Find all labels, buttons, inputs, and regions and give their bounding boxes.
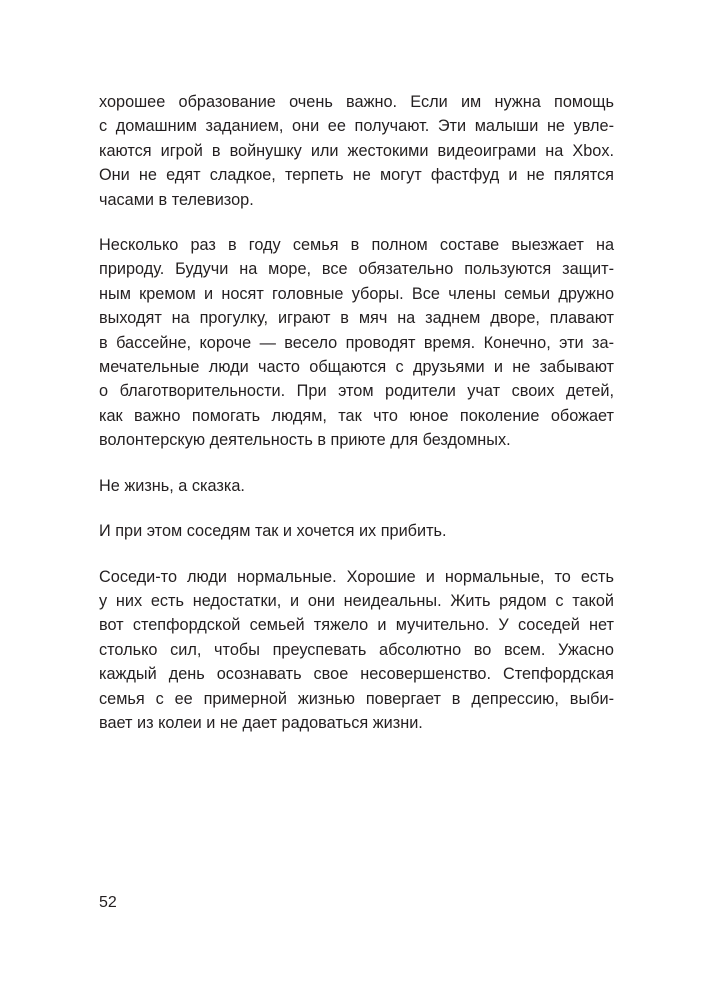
text-line: Не жизнь, а сказка. (99, 476, 245, 495)
text-line: выходят на прогулку, играют в мяч на заднем дворе, плавают (99, 309, 614, 328)
text-line: столько сил, чтобы преуспевать абсолютно во всем. Ужасно (99, 640, 614, 659)
text-line: с домашним заданием, они ее получают. Эти малыши не увле- (99, 117, 614, 136)
page-number: 52 (99, 894, 117, 911)
text-line: каются игрой в войнушку или жестокими видеоиграми на Xbox. (99, 141, 614, 160)
text-line: волонтерскую деятельность в приюте для бездомных. (99, 431, 511, 450)
text-line: хорошее образование очень важно. Если им нужна помощь (99, 93, 614, 111)
text-line: вает из колеи и не дает радоваться жизни. (99, 713, 423, 732)
paragraph-5 (99, 565, 614, 736)
text-line: Они не едят сладкое, терпеть не могут фастфуд и не пялятся (99, 166, 614, 185)
paragraph-1 (99, 90, 614, 212)
text-line: семья с ее примерной жизнью повергает в депрессию, выби- (99, 689, 614, 708)
text-line: о благотворительности. При этом родители учат своих детей, (99, 382, 614, 401)
text-line: Соседи-то люди нормальные. Хорошие и нормальные, то есть (99, 567, 614, 586)
text-line: вот степфордской семьей тяжело и мучительно. У соседей нет (99, 616, 614, 635)
text-line: в бассейне, короче — весело проводят время. Конечно, эти за- (99, 333, 614, 352)
text-line: у них есть недостатки, и они неидеальны. Жить рядом с такой (99, 591, 614, 610)
paragraph-3 (99, 474, 614, 498)
text-line: каждый день осознавать свое несовершенство. Степфордская (99, 665, 614, 684)
text-line: природу. Будучи на море, все обязательно пользуются защит- (99, 260, 614, 279)
text-column (99, 90, 614, 756)
text-line: часами в телевизор. (99, 190, 254, 209)
text-line: Несколько раз в году семья в полном составе выезжает на (99, 236, 614, 255)
text-line: мечательные люди часто общаются с друзьями и не забывают (99, 358, 614, 377)
text-line: И при этом соседям так и хочется их прибить. (99, 522, 447, 541)
paragraph-2 (99, 233, 614, 453)
text-line: как важно помогать людям, так что юное поколение обожает (99, 406, 614, 425)
paragraph-4 (99, 519, 614, 543)
text-line: ным кремом и носят головные уборы. Все члены семьи дружно (99, 284, 614, 303)
